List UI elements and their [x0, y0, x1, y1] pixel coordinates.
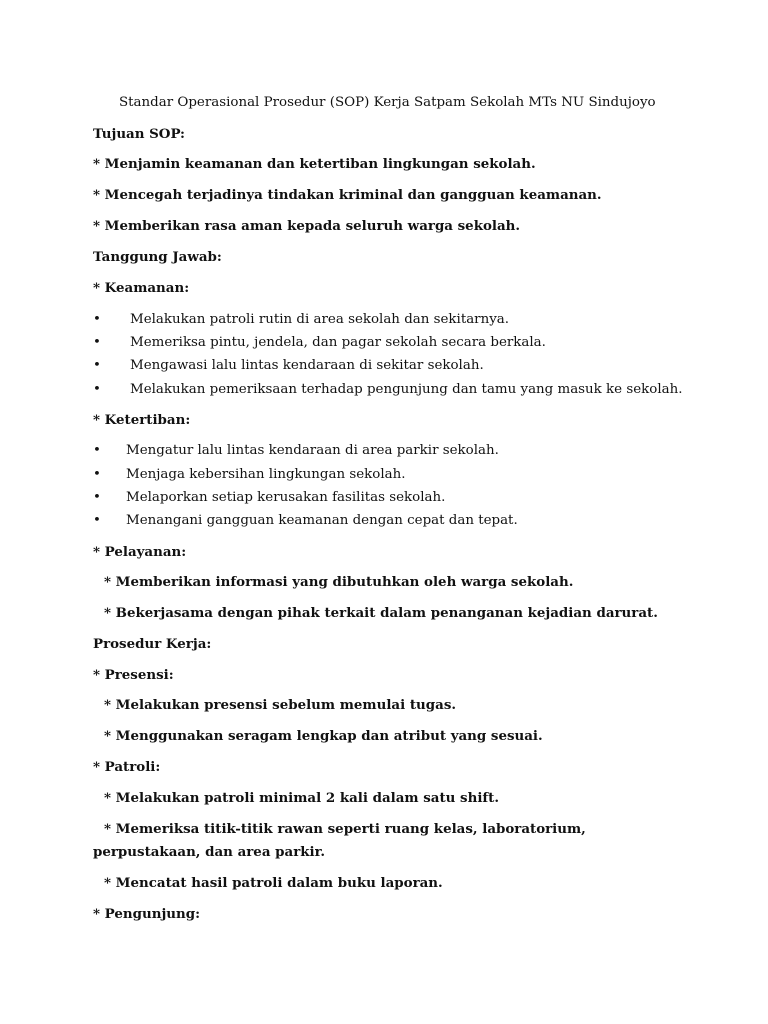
list-item-text: Melakukan patroli rutin di area sekolah dan sekitarnya. — [130, 312, 510, 327]
list-item-text: Memeriksa pintu, jendela, dan pagar sekolah secara berkala. — [130, 335, 546, 350]
tujuan-heading: Tujuan SOP: — [93, 126, 185, 142]
list-item-text: Mengatur lalu lintas kendaraan di area parkir sekolah. — [126, 443, 499, 458]
list-item-text: Melaporkan setiap kerusakan fasilitas sekolah. — [126, 490, 446, 505]
bullet-icon: • — [93, 382, 101, 397]
list-item-text: Melakukan pemeriksaan terhadap pengunjung dan tamu yang masuk ke sekolah. — [130, 382, 683, 397]
prosedur-heading: Prosedur Kerja: — [93, 636, 212, 652]
patroli-item: * Memeriksa titik-titik rawan seperti ruang kelas, laboratorium, perpustakaan, dan area parkir. — [93, 821, 586, 860]
pelayanan-item: * Bekerjasama dengan pihak terkait dalam penanganan kejadian darurat. — [104, 605, 658, 621]
presensi-heading: * Presensi: — [93, 667, 174, 683]
bullet-icon: • — [93, 335, 101, 350]
list-item-text: Mengawasi lalu lintas kendaraan di sekitar sekolah. — [130, 358, 484, 373]
patroli-item: * Melakukan patroli minimal 2 kali dalam satu shift. — [104, 790, 500, 806]
tujuan-item: * Menjamin keamanan dan ketertiban lingkungan sekolah. — [93, 156, 536, 172]
pengunjung-heading: * Pengunjung: — [93, 906, 201, 922]
list-item-text: Menjaga kebersihan lingkungan sekolah. — [126, 467, 406, 482]
pelayanan-item: * Memberikan informasi yang dibutuhkan oleh warga sekolah. — [104, 574, 574, 590]
keamanan-heading: * Keamanan: — [93, 280, 190, 296]
bullet-icon: • — [93, 312, 101, 327]
bullet-icon: • — [93, 443, 101, 458]
tanggung-jawab-heading: Tanggung Jawab: — [93, 249, 222, 265]
patroli-item: * Mencatat hasil patroli dalam buku laporan. — [104, 875, 443, 891]
bullet-icon: • — [93, 467, 101, 482]
bullet-icon: • — [93, 490, 101, 505]
presensi-item: * Melakukan presensi sebelum memulai tugas. — [104, 697, 457, 713]
presensi-item: * Menggunakan seragam lengkap dan atribut yang sesuai. — [104, 728, 543, 744]
bullet-icon: • — [93, 358, 101, 373]
patroli-heading: * Patroli: — [93, 759, 161, 775]
bullet-icon: • — [93, 513, 101, 528]
tujuan-item: * Memberikan rasa aman kepada seluruh warga sekolah. — [93, 218, 521, 234]
list-item-text: Menangani gangguan keamanan dengan cepat dan tepat. — [126, 513, 518, 528]
tujuan-item: * Mencegah terjadinya tindakan kriminal dan gangguan keamanan. — [93, 187, 602, 203]
document-title: Standar Operasional Prosedur (SOP) Kerja Satpam Sekolah MTs NU Sindujoyo — [119, 95, 656, 110]
ketertiban-heading: * Ketertiban: — [93, 412, 191, 428]
pelayanan-heading: * Pelayanan: — [93, 544, 187, 560]
